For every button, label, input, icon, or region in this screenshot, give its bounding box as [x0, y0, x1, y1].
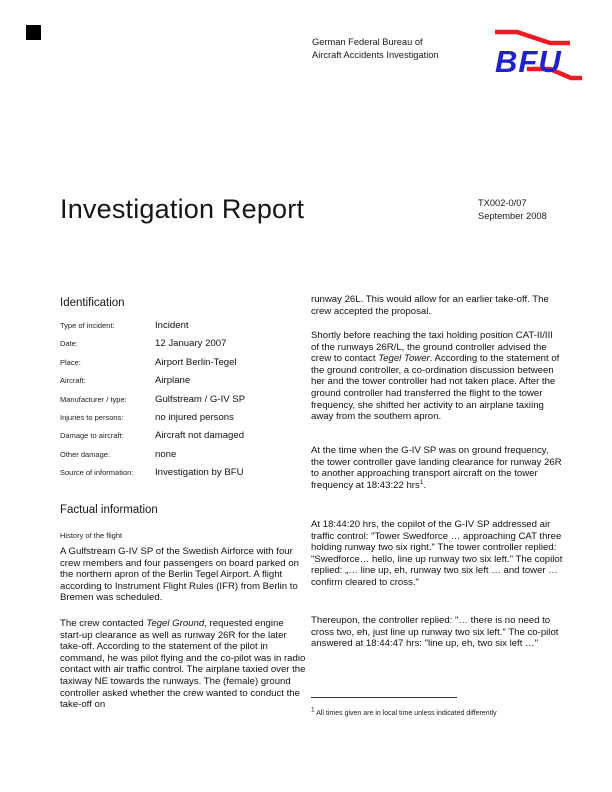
row-label: Date: [60, 339, 78, 349]
row-label: Manufacturer / type: [60, 394, 127, 404]
factual-information-heading: Factual information [60, 504, 158, 516]
table-row [60, 467, 305, 485]
italic-term-tegel-ground: Tegel Ground [146, 618, 205, 629]
footnote [311, 706, 561, 718]
italic-term-tegel-tower: Tegel Tower [378, 353, 430, 365]
report-date: September 2008 [478, 211, 547, 221]
row-value: Gulfstream / G-IV SP [155, 393, 246, 405]
print-registration-mark [26, 25, 41, 40]
table-row [60, 320, 305, 338]
row-value: none [155, 448, 177, 460]
report-number: TX002-0/07 [478, 198, 527, 208]
logo-bfu-text: BFU [495, 44, 562, 79]
table-row [60, 338, 305, 356]
agency-name-line1: German Federal Bureau of [312, 37, 423, 47]
row-value: Aircraft not damaged [155, 430, 245, 442]
paragraph-text: . [423, 479, 427, 491]
page-title: Investigation Report [60, 194, 305, 224]
row-label: Other damage: [60, 449, 111, 459]
footnote-number: 1 [311, 706, 315, 714]
row-value: Airport Berlin-Tegel [155, 356, 237, 368]
right-paragraph-2 [311, 330, 563, 423]
left-paragraph-1: A Gulfstream G-IV SP of the Swedish Airforce with four crew members and four passengers on board parked on the northern apron of the Berlin Tegel Airport. A flight according to Instrument Flight Rules (IFR) from Berlin to Bremen was scheduled. [60, 546, 299, 604]
agency-name-line2: Aircraft Accidents Investigation [312, 50, 439, 60]
row-label: Type of incident: [60, 321, 115, 330]
table-row [60, 394, 305, 412]
footnote-text: All times given are in local time unless indicated differently [316, 710, 497, 717]
footnote-rule [311, 697, 457, 698]
table-row [60, 412, 305, 430]
identification-heading: Identification [60, 297, 125, 309]
paragraph-text: At the time when the G-IV SP was on ground frequency, the tower controller gave landing clearance for runway 26R to another approaching transport aircraft on the tower frequency at 18:43:22 hrs [311, 445, 562, 491]
report-meta [478, 197, 547, 223]
paragraph-text: The crew contacted [60, 618, 147, 629]
right-paragraph-5: Thereupon, the controller replied: "… there is no need to cross two, eh, just line up runway two six left." The co-pilot answered at 18:44:47 hrs: "line up, eh, two six left …" [311, 615, 559, 650]
row-value: 12 January 2007 [155, 338, 227, 350]
row-label: Source of information: [60, 468, 134, 478]
bfu-logo-icon [474, 24, 584, 82]
left-paragraph-2 [60, 618, 306, 711]
agency-name [312, 36, 482, 62]
table-row [60, 375, 305, 393]
history-of-flight-subheading: History of the flight [60, 531, 123, 540]
row-label: Aircraft: [60, 376, 86, 386]
paragraph-text: Shortly before reaching the taxi holding position CAT-II/III of the runways 26R/L, the ground controller advised the crew to contact [311, 330, 553, 365]
logo-red-top-stroke [495, 32, 570, 43]
bfu-logo [474, 24, 584, 87]
row-value: no injured persons [155, 411, 234, 423]
right-paragraph-4: At 18:44:20 hrs, the copilot of the G-IV SP addressed air traffic control: "Tower Swedforce … approaching CAT three holding runway two six right." The tower controller replied: "Swedforce… hello, line up runway two six left." The copilot replied: „… line up, eh, runway two six left … and tower … confirm cleared to cross." [311, 519, 563, 588]
identification-table [60, 320, 305, 486]
row-value: Airplane [155, 375, 191, 387]
paragraph-text: . According to the statement of the ground controller, a co-ordination discussion between her and the tower controller had not taken place. After the ground controller had transferred the flight to the tower frequency, she shifted her activity to an airplane taxiing away from the southern apron. [311, 353, 560, 423]
row-label: Damage to aircraft: [60, 431, 124, 441]
right-paragraph-3 [311, 445, 563, 491]
row-label: Place: [60, 357, 81, 367]
table-row [60, 449, 305, 467]
table-row [60, 357, 305, 375]
row-value: Incident [155, 320, 189, 331]
right-paragraph-1: runway 26L. This would allow for an earlier take-off. The crew accepted the proposal. [311, 294, 549, 317]
table-row [60, 430, 305, 448]
row-label: Injuries to persons: [60, 412, 124, 422]
footnote-reference: 1 [419, 478, 424, 486]
row-value: Investigation by BFU [155, 467, 244, 479]
paragraph-text: , requested engine start-up clearance as well as runway 26R for the later take-off. According to the statement of the pilot in command, he was pilot flying and the co-pilot was in radio contact with air traffic control. The airplane taxied over the taxiway NE towards the runways. The (female) ground controller asked whether the crew wanted to conduct the take-off on [60, 618, 306, 711]
